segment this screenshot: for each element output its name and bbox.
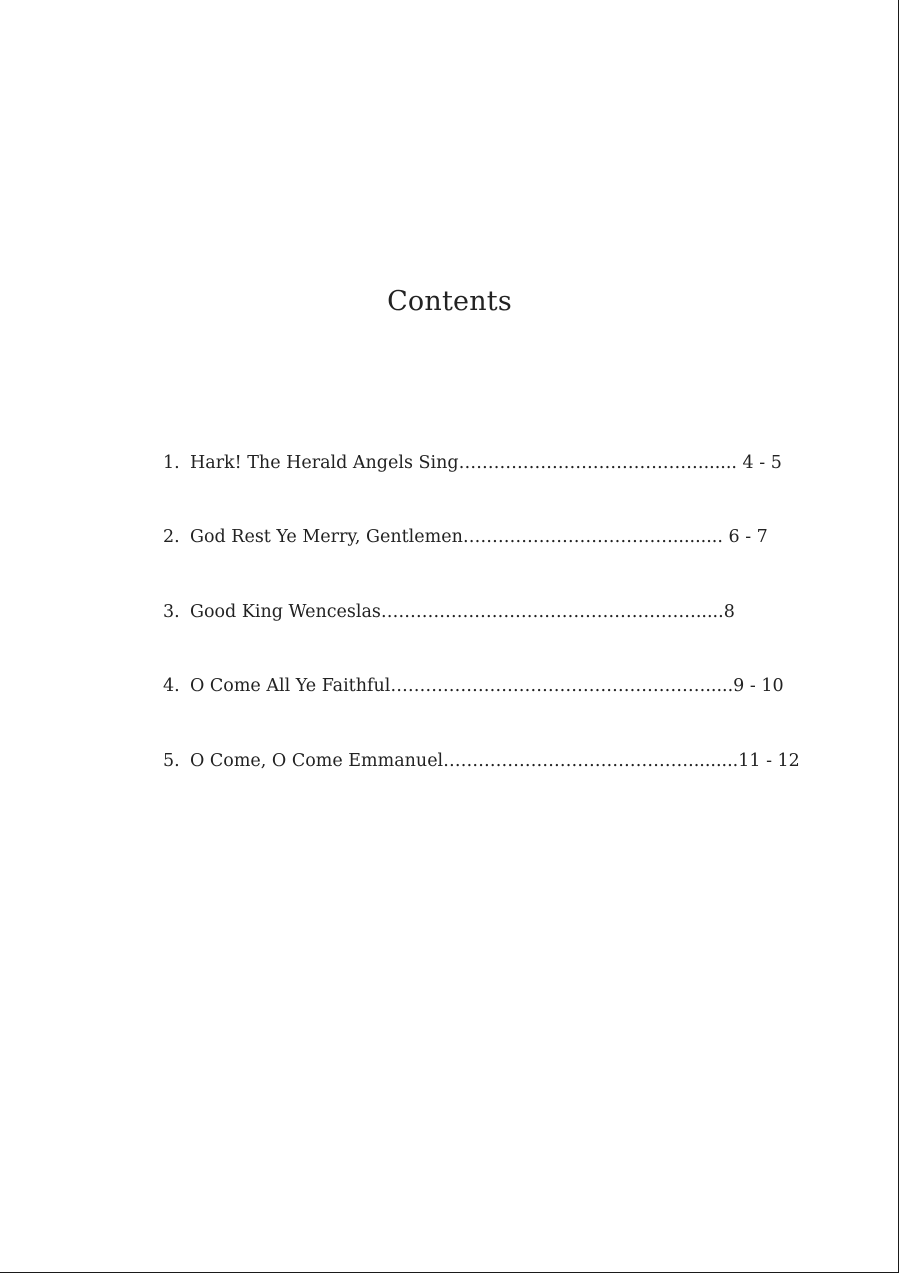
toc-dot-leader: ………………………………………………..... xyxy=(380,602,724,622)
toc-entry xyxy=(163,747,800,775)
toc-entry xyxy=(163,598,735,626)
toc-entry xyxy=(163,449,782,477)
page-title: Contents xyxy=(387,286,512,317)
toc-entry-pages: 4 - 5 xyxy=(736,453,782,473)
toc-dot-leader: ……………………………………...... xyxy=(458,453,737,473)
toc-entry-number: 5. xyxy=(163,751,180,771)
toc-entry-pages: 9 - 10 xyxy=(733,676,784,696)
toc-entry-title: God Rest Ye Merry, Gentlemen xyxy=(190,527,463,547)
toc-entry-number: 2. xyxy=(163,527,180,547)
toc-entry-title: O Come All Ye Faithful xyxy=(190,676,391,696)
toc-entry-number: 4. xyxy=(163,676,180,696)
toc-dot-leader: ………………………………......... xyxy=(462,527,723,547)
toc-dot-leader: ………………………………………………..... xyxy=(390,676,734,696)
toc-entry-title: Hark! The Herald Angels Sing xyxy=(190,453,459,473)
toc-entry-pages: 6 - 7 xyxy=(722,527,768,547)
toc-dot-leader: ……………………………………......... xyxy=(443,751,739,771)
toc-entry-number: 1. xyxy=(163,453,180,473)
toc-entry-pages: 11 - 12 xyxy=(738,751,800,771)
toc-entry-title: Good King Wenceslas xyxy=(190,602,381,622)
toc-entry xyxy=(163,672,784,700)
toc-entry-number: 3. xyxy=(163,602,180,622)
toc-entry-pages: 8 xyxy=(723,602,735,622)
toc-entry-title: O Come, O Come Emmanuel xyxy=(190,751,444,771)
toc-entry xyxy=(163,523,768,551)
